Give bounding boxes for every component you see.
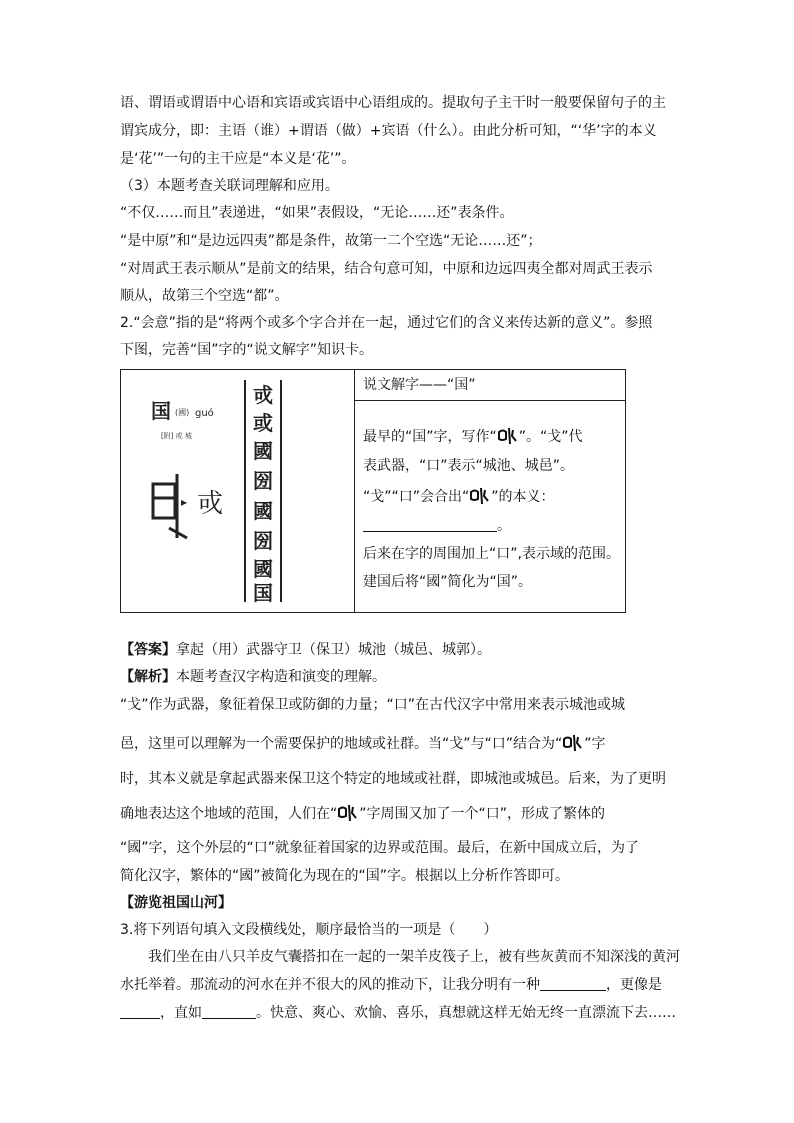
fill-blank-1[interactable] — [540, 976, 606, 991]
paragraph-line: “不仅……而且”表递进，“如果”表假设，“无论……还”表条件。 — [120, 205, 514, 221]
svg-text:圀: 圀 — [253, 469, 273, 493]
card-line: 最早的“国”字，写作“ ”。“戈”代 — [363, 426, 583, 447]
fig-glyph-huo: 戓 — [197, 489, 224, 519]
question-2-stem-cont: 下图，完善“国”字的“说文解字”知识卡。 — [120, 342, 374, 358]
ancient-guo-glyph-icon — [562, 733, 584, 753]
paragraph-line: “國”字，这个外层的“口”就象征着国家的边界或范围。最后，在新中国成立后，为了 — [120, 840, 640, 856]
svg-text:▸: ▸ — [181, 495, 188, 509]
card-line: 建国后将“國”简化为“国”。 — [363, 574, 533, 590]
table-divider — [354, 370, 355, 612]
paragraph-line: 谓宾成分，即：主语（谁）+谓语（做）+宾语（什么）。由此分析可知，“‘华’字的本义 — [120, 123, 657, 139]
card-line: 表武器，“口”表示“城池、城邑”。 — [363, 458, 575, 474]
ancient-guo-glyph-icon — [469, 486, 491, 506]
analysis-text: 本题考查汉字构造和演变的理解。 — [176, 669, 386, 685]
paragraph-line: ，直如 。快意、爽心、欢愉、喜乐，真想就这样无始无终一直漂流下去…… — [120, 1003, 680, 1023]
section-heading: 【游览祖国山河】 — [120, 895, 232, 911]
paragraph-line: 是‘花’”一句的主干应是“本义是‘花’”。 — [120, 151, 356, 167]
analysis-label: 【解析】 — [120, 669, 176, 685]
table-divider — [355, 400, 625, 401]
paragraph-line: 语、谓语或谓语中心语和宾语或宾语中心语组成的。提取句子主干时一般要保留句子的主 — [120, 95, 666, 111]
question-2-stem: 2.“会意”指的是“将两个或多个字合并在一起，通过它们的含义来传达新的意义”。参照 — [120, 315, 653, 331]
fig-pinyin: guó — [195, 408, 214, 419]
paragraph-line: 我们坐在由八只羊皮气囊搭扣在一起的一架羊皮筏子上，被有些灰黄而不知深浅的黄河 — [148, 949, 680, 965]
card-line: 后来在字的周围加上“口”,表示域的范围。 — [363, 546, 620, 562]
answer-text: 拿起（用）武器守卫（保卫）城池（城邑、城郭）。 — [176, 642, 491, 658]
answer-line — [120, 640, 680, 660]
ancient-guo-glyph-icon — [497, 426, 519, 446]
answer-blank[interactable] — [363, 517, 497, 532]
question-3-stem: 3.将下列语句填入文段横线处，顺序最恰当的一项是（ ） — [120, 922, 498, 938]
analysis-line — [120, 667, 680, 687]
fig-small-char: (國) — [175, 408, 190, 417]
svg-text:國: 國 — [253, 439, 273, 463]
fig-main-char: 国 — [151, 399, 171, 423]
answer-label: 【答案】 — [120, 642, 176, 658]
fill-blank-2[interactable] — [120, 1004, 160, 1019]
fill-blank-3[interactable] — [202, 1004, 256, 1019]
paragraph-line: 确地表达这个地域的范围，人们在“ ”字周围又加了一个“口”，形成了繁体的 — [120, 803, 680, 824]
paragraph-line: （3）本题考查关联词理解和应用。 — [120, 178, 339, 194]
card-line: “戈”“口”会合出“ ”的本义： — [363, 486, 555, 507]
paragraph-line: “对周武王表示顺从”是前文的结果，结合句意可知，中原和边远四夷全都对周武王表示 — [120, 261, 653, 277]
fig-note: [附] 或 城 — [161, 432, 192, 440]
card-title: 说文解字——“国” — [363, 377, 476, 393]
paragraph-line: 顺从，故第三个空选“都”。 — [120, 288, 289, 304]
paragraph-line: “戈”作为武器，象征着保卫或防御的力量；“口”在古代汉字中常用来表示城池或城 — [120, 697, 626, 713]
svg-text:国: 国 — [253, 581, 273, 604]
card-answer-line: 。 — [363, 516, 511, 536]
character-evolution-image — [131, 378, 344, 604]
svg-text:圀: 圀 — [253, 529, 273, 553]
paragraph-line: 邑，这里可以理解为一个需要保护的地域或社群。当“戈”与“口”结合为“ ”字 — [120, 733, 680, 754]
svg-text:戓: 戓 — [253, 383, 273, 407]
paragraph-line: 简化汉字，繁体的“國”被简化为现在的“国”字。根据以上分析作答即可。 — [120, 868, 570, 884]
character-evolution-figure — [131, 378, 344, 604]
ancient-guo-glyph-icon — [337, 803, 359, 823]
svg-text:國: 國 — [253, 557, 273, 581]
paragraph-line: “是中原”和“是边远四夷”都是条件，故第一二个空选“无论……还”； — [120, 233, 542, 249]
svg-text:國: 國 — [253, 499, 273, 523]
paragraph-line: 水托举着。那流动的河水在并不很大的风的推动下，让我分明有一种 ，更像是 — [120, 977, 662, 993]
paragraph-line: 时，其本义就是拿起武器来保卫这个特定的地域或社群，即城池或城邑。后来，为了更明 — [120, 771, 666, 787]
svg-text:或: 或 — [253, 411, 273, 435]
knowledge-card-table — [120, 369, 626, 613]
